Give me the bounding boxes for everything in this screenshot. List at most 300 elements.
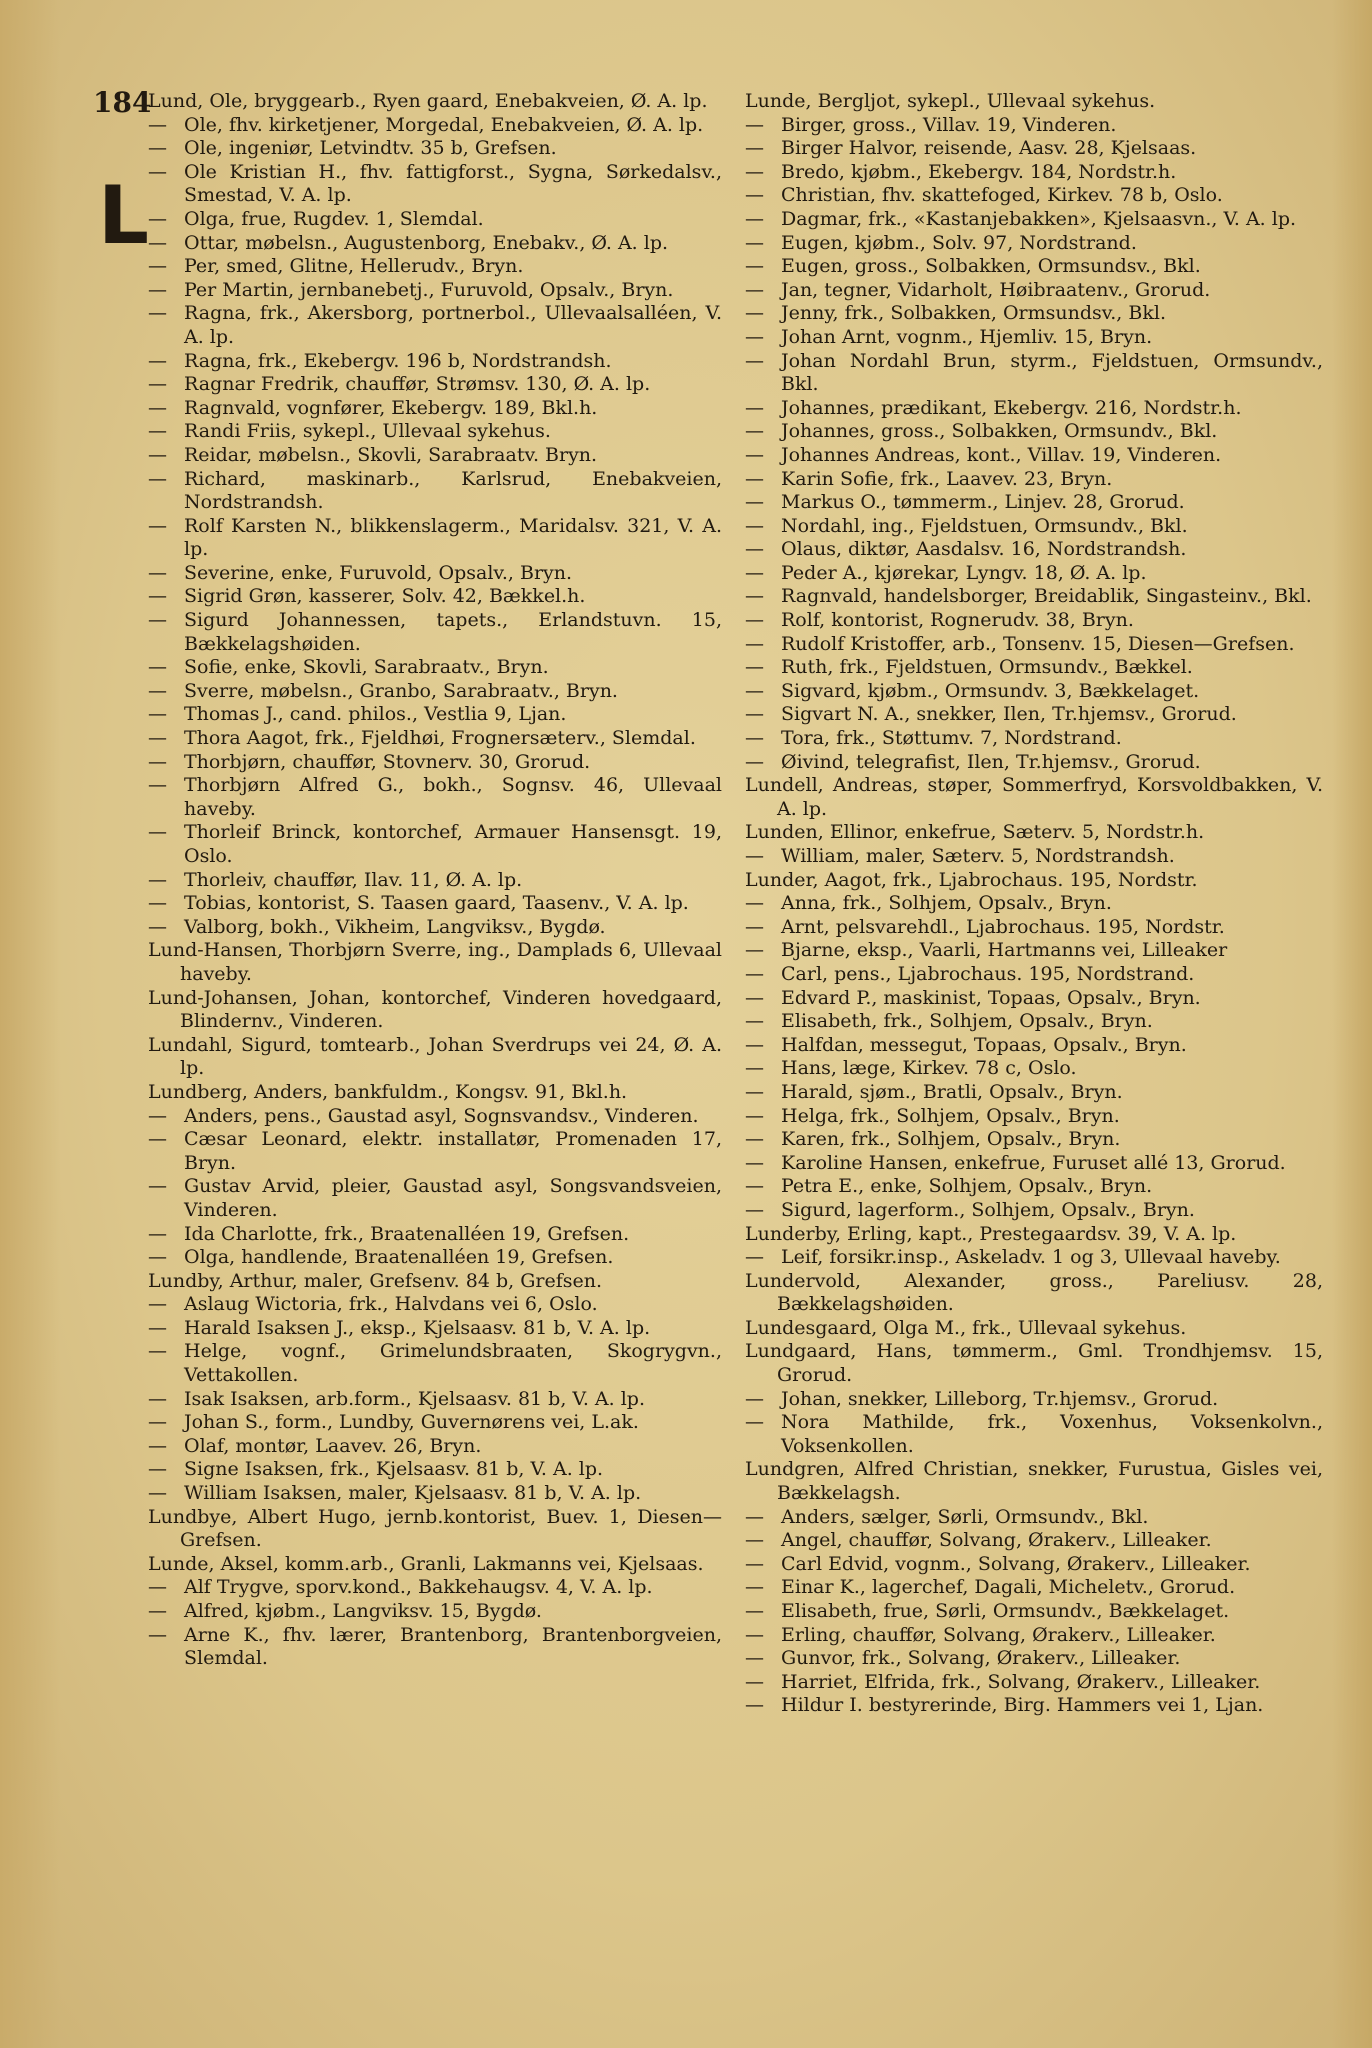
entry-dash: — [745, 302, 764, 325]
directory-subentry [745, 1128, 1323, 1152]
entry-text: Severine, enke, Furuvold, Opsalv., Bryn. [184, 561, 573, 584]
entry-dash: — [148, 349, 167, 372]
directory-subentry [148, 232, 722, 256]
directory-subentry [745, 751, 1323, 775]
entry-text: Johannes, gross., Solbakken, Ormsundv., Bkl. [781, 420, 1218, 443]
entry-text: Erling, chauffør, Solvang, Ørakerv., Lilleaker. [781, 1623, 1216, 1646]
directory-subentry [745, 1411, 1323, 1458]
directory-subentry [745, 656, 1323, 680]
directory-subentry [148, 161, 722, 208]
entry-text: Sigrid Grøn, kasserer, Solv. 42, Bækkel.h. [184, 585, 586, 608]
entry-text: Sigurd, lagerform., Solhjem, Opsalv., Bryn. [781, 1198, 1195, 1221]
page-edge-shadow-right [1332, 0, 1372, 2048]
directory-entry [745, 1270, 1323, 1317]
entry-dash: — [745, 231, 764, 254]
entry-text: Markus O., tømmerm., Linjev. 28, Grorud. [781, 491, 1185, 514]
directory-subentry [148, 1482, 722, 1506]
entry-text: Lundahl, Sigurd, tomtearb., Johan Sverdrups vei 24, Ø. A. lp. [148, 1033, 722, 1080]
entry-text: Alf Trygve, sporv.kond., Bakkehaugsv. 4, V. A. lp. [184, 1576, 653, 1599]
entry-dash: — [148, 561, 167, 584]
directory-subentry [148, 1175, 722, 1222]
entry-text: Olaus, diktør, Aasdalsv. 16, Nordstrandsh. [781, 538, 1187, 561]
entry-text: Ole Kristian H., fhv. fattigforst., Sygna, Sørkedalsv., Smestad, V. A. lp. [184, 160, 722, 207]
entry-dash: — [148, 1623, 167, 1646]
entry-dash: — [148, 1293, 167, 1316]
entry-text: Lunder, Aagot, frk., Ljabrochaus. 195, Nordstr. [745, 868, 1198, 891]
directory-subentry [148, 585, 722, 609]
entry-text: Lunderby, Erling, kapt., Prestegaardsv. 39, V. A. lp. [745, 1222, 1237, 1245]
entry-dash: — [148, 443, 167, 466]
directory-subentry [148, 562, 722, 586]
entry-text: Johan Arnt, vognm., Hjemliv. 15, Bryn. [781, 325, 1153, 348]
entry-text: Lundby, Arthur, maler, Grefsenv. 84 b, Grefsen. [148, 1269, 603, 1292]
directory-subentry [148, 1246, 722, 1270]
entry-text: Elisabeth, frue, Sørli, Ormsundv., Bækkelaget. [781, 1600, 1230, 1622]
entry-text: Karoline Hansen, enkefrue, Furuset allé 13, Grorud. [781, 1151, 1286, 1174]
entry-text: Lundgren, Alfred Christian, snekker, Furustua, Gisles vei, Bækkelagsh. [745, 1458, 1323, 1505]
directory-subentry [148, 1293, 722, 1317]
entry-text: Tora, frk., Støttumv. 7, Nordstrand. [781, 727, 1122, 750]
directory-subentry [745, 515, 1323, 539]
entry-dash: — [745, 443, 764, 466]
directory-subentry [148, 821, 722, 868]
entry-text: Olga, frue, Rugdev. 1, Slemdal. [184, 207, 484, 230]
entry-dash: — [148, 1458, 167, 1481]
directory-subentry [745, 1624, 1323, 1648]
entry-text: Sigurd Johannessen, tapets., Erlandstuvn. 15, Bækkelagshøiden. [184, 609, 722, 655]
directory-subentry [148, 373, 722, 397]
entry-text: Angel, chauffør, Solvang, Ørakerv., Lilleaker. [781, 1529, 1212, 1552]
entry-text: Thomas J., cand. philos., Vestlia 9, Ljan. [184, 703, 567, 726]
directory-entry [745, 821, 1323, 845]
directory-subentry [745, 1034, 1323, 1058]
entry-dash: — [745, 325, 764, 348]
directory-subentry [148, 1600, 722, 1624]
entry-text: Anders, pens., Gaustad asyl, Sognsvandsv., Vinderen. [184, 1104, 699, 1127]
directory-subentry [745, 279, 1323, 303]
directory-subentry [148, 703, 722, 727]
directory-subentry [745, 892, 1323, 916]
directory-subentry [148, 468, 722, 515]
directory-subentry [745, 1506, 1323, 1530]
directory-entry [148, 1553, 722, 1577]
directory-subentry [148, 774, 722, 821]
directory-subentry [745, 420, 1323, 444]
entry-dash: — [148, 373, 167, 396]
entry-text: Nordahl, ing., Fjeldstuen, Ormsundv., Bkl. [781, 514, 1188, 537]
directory-subentry [745, 1694, 1323, 1718]
entry-text: Øivind, telegrafist, Ilen, Tr.hjemsv., Grorud. [781, 750, 1201, 773]
entry-text: Sigvart N. A., snekker, Ilen, Tr.hjemsv., Grorud. [781, 703, 1237, 726]
entry-text: Lundgaard, Hans, tømmerm., Gml. Trondhjemsv. 15, Grorud. [745, 1340, 1323, 1387]
entry-dash: — [148, 420, 167, 443]
directory-subentry [148, 1388, 722, 1412]
directory-subentry [745, 1199, 1323, 1223]
entry-dash: — [745, 1505, 764, 1528]
entry-text: Thorleiv, chauffør, Ilav. 11, Ø. A. lp. [184, 868, 523, 891]
entry-dash: — [745, 207, 764, 230]
entry-text: Harriet, Elfrida, frk., Solvang, Ørakerv., Lilleaker. [781, 1670, 1261, 1693]
entry-dash: — [148, 703, 167, 726]
directory-subentry [745, 609, 1323, 633]
entry-text: Ruth, frk., Fjeldstuen, Ormsundv., Bækkel. [781, 656, 1193, 679]
directory-subentry [745, 1057, 1323, 1081]
directory-subentry [745, 468, 1323, 492]
directory-subentry [148, 869, 722, 893]
entry-text: Ida Charlotte, frk., Braatenalléen 19, Grefsen. [184, 1222, 630, 1245]
entry-dash: — [148, 1482, 167, 1505]
entry-dash: — [745, 892, 764, 915]
entry-dash: — [148, 727, 167, 750]
entry-dash: — [148, 1340, 167, 1363]
directory-subentry [148, 397, 722, 421]
entry-dash: — [745, 1080, 764, 1103]
entry-dash: — [745, 1411, 764, 1434]
entry-text: Birger Halvor, reisende, Aasv. 28, Kjelsaas. [781, 137, 1197, 160]
directory-subentry [148, 1411, 722, 1435]
directory-subentry [148, 656, 722, 680]
entry-text: Valborg, bokh., Vikheim, Langviksv., Bygdø. [184, 915, 606, 938]
directory-entry [745, 774, 1323, 821]
entry-text: Thora Aagot, frk., Fjeldhøi, Frognersæterv., Slemdal. [184, 727, 696, 750]
directory-subentry [148, 751, 722, 775]
entry-dash: — [745, 986, 764, 1009]
entry-text: William, maler, Sæterv. 5, Nordstrandsh. [781, 845, 1175, 867]
directory-subentry [745, 1553, 1323, 1577]
entry-text: Randi Friis, sykepl., Ullevaal sykehus. [184, 420, 551, 443]
directory-subentry [745, 1529, 1323, 1553]
entry-dash: — [745, 467, 764, 490]
entry-text: Ottar, møbelsn., Augustenborg, Enebakv., Ø. A. lp. [184, 231, 669, 254]
directory-subentry [745, 963, 1323, 987]
entry-text: Lundell, Andreas, støper, Sommerfryd, Korsvoldbakken, V. A. lp. [745, 774, 1323, 820]
directory-subentry [148, 302, 722, 349]
directory-entry [745, 1223, 1323, 1247]
entry-text: Helga, frk., Solhjem, Opsalv., Bryn. [781, 1104, 1120, 1127]
entry-dash: — [148, 679, 167, 702]
entry-dash: — [148, 1434, 167, 1457]
entry-text: Johannes, prædikant, Ekebergv. 216, Nordstr.h. [781, 396, 1242, 419]
directory-subentry [745, 916, 1323, 940]
entry-dash: — [148, 1222, 167, 1245]
directory-subentry [745, 1647, 1323, 1671]
entry-text: William Isaksen, maler, Kjelsaasv. 81 b, V. A. lp. [184, 1482, 642, 1505]
entry-dash: — [745, 1576, 764, 1599]
entry-dash: — [745, 656, 764, 679]
entry-text: Leif, forsikr.insp., Askeladv. 1 og 3, Ullevaal haveby. [781, 1246, 1281, 1269]
entry-dash: — [745, 137, 764, 160]
directory-subentry [745, 1010, 1323, 1034]
directory-subentry [148, 1458, 722, 1482]
entry-dash: — [148, 396, 167, 419]
entry-dash: — [745, 632, 764, 655]
directory-subentry [148, 515, 722, 562]
entry-dash: — [745, 1198, 764, 1221]
directory-subentry [148, 1624, 722, 1671]
entry-text: Helge, vognf., Grimelundsbraaten, Skogrygvn., Vettakollen. [184, 1340, 722, 1387]
entry-text: Christian, fhv. skattefoged, Kirkev. 78 b, Oslo. [781, 184, 1223, 207]
entry-text: Ragnvald, vognfører, Ekebergv. 189, Bkl.h. [184, 396, 598, 419]
entry-text: Per, smed, Glitne, Hellerudv., Bryn. [184, 255, 524, 278]
entry-text: Ragna, frk., Ekebergv. 196 b, Nordstrandsh. [184, 349, 612, 372]
entry-dash: — [745, 679, 764, 702]
directory-subentry [745, 987, 1323, 1011]
directory-subentry [148, 609, 722, 656]
directory-entry [148, 90, 722, 114]
directory-subentry [745, 680, 1323, 704]
directory-subentry [745, 1388, 1323, 1412]
directory-subentry [745, 208, 1323, 232]
entry-dash: — [745, 939, 764, 962]
entry-text: Ragnvald, handelsborger, Breidablik, Singasteinv., Bkl. [781, 585, 1312, 608]
directory-subentry [745, 562, 1323, 586]
directory-subentry [745, 1576, 1323, 1600]
entry-text: Bjarne, eksp., Vaarli, Hartmanns vei, Lilleaker [781, 939, 1228, 962]
directory-subentry [148, 255, 722, 279]
entry-text: Rolf, kontorist, Rognerudv. 38, Bryn. [781, 609, 1134, 632]
entry-text: Johan S., form., Lundby, Guvernørens vei, L.ak. [184, 1411, 639, 1434]
directory-entry [745, 90, 1323, 114]
entry-text: Hildur I. bestyrerinde, Birg. Hammers vei 1, Ljan. [781, 1694, 1264, 1717]
entry-dash: — [745, 585, 764, 608]
entry-text: Olaf, montør, Laavev. 26, Bryn. [184, 1434, 482, 1457]
entry-text: Lunde, Aksel, komm.arb., Granli, Lakmanns vei, Kjelsaas. [148, 1552, 704, 1575]
entry-text: Petra E., enke, Solhjem, Opsalv., Bryn. [781, 1175, 1153, 1198]
entry-text: Nora Mathilde, frk., Voxenhus, Voksenkolvn., Voksenkollen. [781, 1411, 1323, 1457]
directory-subentry [148, 1223, 722, 1247]
entry-dash: — [745, 727, 764, 750]
entry-text: Olga, handlende, Braatenalléen 19, Grefsen. [184, 1246, 614, 1269]
entry-text: Carl Edvid, vognm., Solvang, Ørakerv., Lilleaker. [781, 1552, 1251, 1575]
directory-subentry [148, 916, 722, 940]
entry-text: Lundberg, Anders, bankfuldm., Kongsv. 91, Bkl.h. [148, 1080, 628, 1103]
entry-dash: — [148, 868, 167, 891]
entry-text: Harald Isaksen J., eksp., Kjelsaasv. 81 b, V. A. lp. [184, 1316, 651, 1339]
directory-subentry [745, 1175, 1323, 1199]
entry-text: Cæsar Leonard, elektr. installatør, Promenaden 17, Bryn. [184, 1128, 722, 1174]
entry-text: Thorbjørn Alfred G., bokh., Sognsv. 46, Ullevaal haveby. [184, 774, 722, 820]
directory-subentry [745, 1246, 1323, 1270]
entry-text: Eugen, kjøbm., Solv. 97, Nordstrand. [781, 231, 1137, 254]
entry-dash: — [745, 255, 764, 278]
entry-dash: — [745, 1647, 764, 1670]
entry-text: Karen, frk., Solhjem, Opsalv., Bryn. [781, 1128, 1121, 1151]
directory-subentry [148, 279, 722, 303]
entry-dash: — [148, 821, 167, 844]
directory-subentry [745, 232, 1323, 256]
entry-dash: — [148, 1246, 167, 1269]
entry-dash: — [148, 1600, 167, 1622]
directory-subentry [148, 1576, 722, 1600]
entry-text: Lund-Hansen, Thorbjørn Sverre, ing., Damplads 6, Ullevaal haveby. [148, 939, 722, 985]
left-column [148, 90, 722, 1671]
entry-text: Harald, sjøm., Bratli, Opsalv., Bryn. [781, 1080, 1123, 1103]
entry-dash: — [745, 750, 764, 773]
directory-subentry [148, 1435, 722, 1459]
entry-dash: — [745, 1694, 764, 1717]
directory-subentry [745, 302, 1323, 326]
entry-dash: — [745, 1010, 764, 1033]
entry-text: Johan, snekker, Lilleborg, Tr.hjemsv., Grorud. [781, 1387, 1219, 1410]
entry-dash: — [745, 349, 764, 372]
entry-text: Richard, maskinarb., Karlsrud, Enebakveien, Nordstrandsh. [184, 467, 722, 514]
directory-subentry [745, 1671, 1323, 1695]
entry-text: Gunvor, frk., Solvang, Ørakerv., Lilleaker. [781, 1647, 1181, 1670]
entry-dash: — [148, 1576, 167, 1599]
entry-text: Jenny, frk., Solbakken, Ormsundsv., Bkl. [781, 302, 1166, 325]
entry-text: Alfred, kjøbm., Langviksv. 15, Bygdø. [184, 1600, 542, 1622]
entry-dash: — [745, 845, 764, 867]
directory-subentry [148, 1340, 722, 1387]
entry-dash: — [148, 113, 167, 136]
entry-text: Elisabeth, frk., Solhjem, Opsalv., Bryn. [781, 1010, 1153, 1033]
page-number: 184 [93, 86, 152, 119]
directory-subentry [148, 420, 722, 444]
entry-dash: — [148, 1175, 167, 1198]
entry-text: Hans, læge, Kirkev. 78 c, Oslo. [781, 1057, 1077, 1080]
entry-text: Lunden, Ellinor, enkefrue, Sæterv. 5, Nordstr.h. [745, 821, 1205, 844]
directory-subentry [745, 727, 1323, 751]
entry-dash: — [745, 113, 764, 136]
directory-subentry [745, 184, 1323, 208]
directory-entry [148, 939, 722, 986]
entry-dash: — [745, 184, 764, 207]
entry-dash: — [148, 278, 167, 301]
entry-text: Lundbye, Albert Hugo, jernb.kontorist, Buev. 1, Diesen—Grefsen. [148, 1505, 722, 1552]
directory-entry [745, 1340, 1323, 1387]
entry-dash: — [745, 514, 764, 537]
entry-dash: — [745, 278, 764, 301]
directory-subentry [745, 845, 1323, 869]
entry-text: Gustav Arvid, pleier, Gaustad asyl, Songsvandsveien, Vinderen. [184, 1175, 722, 1221]
entry-dash: — [148, 231, 167, 254]
entry-text: Peder A., kjørekar, Lyngv. 18, Ø. A. lp. [781, 561, 1147, 584]
directory-subentry [148, 727, 722, 751]
directory-subentry [745, 350, 1323, 397]
directory-subentry [745, 255, 1323, 279]
section-letter: L [98, 169, 149, 262]
entry-dash: — [745, 1529, 764, 1552]
entry-text: Sofie, enke, Skovli, Sarabraatv., Bryn. [184, 656, 549, 679]
entry-dash: — [745, 1600, 764, 1622]
directory-subentry [148, 892, 722, 916]
directory-subentry [745, 1105, 1323, 1129]
entry-text: Carl, pens., Ljabrochaus. 195, Nordstrand. [781, 962, 1195, 985]
entry-text: Ragnar Fredrik, chauffør, Strømsv. 130, Ø. A. lp. [184, 373, 651, 396]
entry-text: Signe Isaksen, frk., Kjelsaasv. 81 b, V. A. lp. [184, 1458, 604, 1481]
directory-subentry [745, 703, 1323, 727]
directory-entry [148, 1081, 722, 1105]
directory-subentry [745, 538, 1323, 562]
entry-dash: — [148, 750, 167, 773]
directory-entry [148, 987, 722, 1034]
entry-dash: — [148, 137, 167, 160]
entry-text: Lundervold, Alexander, gross., Pareliusv. 28, Bækkelagshøiden. [745, 1269, 1323, 1316]
entry-dash: — [148, 302, 167, 325]
entry-dash: — [148, 160, 167, 183]
entry-text: Eugen, gross., Solbakken, Ormsundsv., Bkl. [781, 255, 1201, 278]
directory-entry [745, 1317, 1323, 1341]
entry-dash: — [745, 420, 764, 443]
entry-dash: — [148, 255, 167, 278]
directory-subentry [148, 680, 722, 704]
entry-text: Karin Sofie, frk., Laavev. 23, Bryn. [781, 467, 1113, 490]
directory-entry [745, 869, 1323, 893]
entry-text: Edvard P., maskinist, Topaas, Opsalv., Bryn. [781, 986, 1201, 1009]
entry-text: Ole, ingeniør, Letvindtv. 35 b, Grefsen. [184, 137, 557, 160]
entry-dash: — [745, 1151, 764, 1174]
entry-dash: — [148, 1387, 167, 1410]
directory-entry [745, 1458, 1323, 1505]
directory-subentry [148, 444, 722, 468]
entry-text: Lund, Ole, bryggearb., Ryen gaard, Enebakveien, Ø. A. lp. [148, 90, 708, 112]
entry-dash: — [745, 1670, 764, 1693]
entry-text: Dagmar, frk., «Kastanjebakken», Kjelsaasvn., V. A. lp. [781, 207, 1297, 230]
directory-subentry [745, 397, 1323, 421]
directory-subentry [148, 208, 722, 232]
entry-dash: — [745, 915, 764, 938]
directory-subentry [745, 1600, 1323, 1624]
entry-text: Per Martin, jernbanebetj., Furuvold, Opsalv., Bryn. [184, 278, 674, 301]
right-column [745, 90, 1323, 1718]
directory-subentry [745, 1081, 1323, 1105]
entry-dash: — [148, 207, 167, 230]
entry-dash: — [148, 609, 167, 632]
entry-text: Ole, fhv. kirketjener, Morgedal, Enebakveien, Ø. A. lp. [184, 113, 704, 136]
entry-dash: — [745, 1057, 764, 1080]
directory-entry [148, 1270, 722, 1294]
entry-text: Halfdan, messegut, Topaas, Opsalv., Bryn. [781, 1033, 1187, 1056]
entry-dash: — [148, 467, 167, 490]
entry-text: Lund-Johansen, Johan, kontorchef, Vinderen hovedgaard, Blindernv., Vinderen. [148, 986, 722, 1033]
entry-dash: — [745, 1104, 764, 1127]
entry-dash: — [745, 1387, 764, 1410]
entry-text: Arne K., fhv. lærer, Brantenborg, Brantenborgveien, Slemdal. [184, 1623, 722, 1670]
entry-dash: — [745, 1033, 764, 1056]
entry-text: Ragna, frk., Akersborg, portnerbol., Ullevaalsalléen, V. A. lp. [184, 302, 722, 348]
entry-dash: — [148, 915, 167, 938]
entry-dash: — [148, 774, 167, 797]
directory-entry [148, 1034, 722, 1081]
entry-dash: — [148, 514, 167, 537]
directory-subentry [745, 939, 1323, 963]
directory-subentry [745, 585, 1323, 609]
entry-text: Anna, frk., Solhjem, Opsalv., Bryn. [781, 892, 1112, 915]
directory-subentry [148, 1128, 722, 1175]
directory-subentry [745, 1152, 1323, 1176]
entry-dash: — [148, 1411, 167, 1434]
entry-text: Sigvard, kjøbm., Ormsundv. 3, Bækkelaget. [781, 679, 1200, 702]
directory-subentry [148, 1317, 722, 1341]
entry-text: Thorbjørn, chauffør, Stovnerv. 30, Grorud. [184, 750, 591, 773]
entry-text: Isak Isaksen, arb.form., Kjelsaasv. 81 b, V. A. lp. [184, 1387, 645, 1410]
entry-dash: — [148, 656, 167, 679]
directory-entry [148, 1506, 722, 1553]
entry-dash: — [745, 962, 764, 985]
entry-dash: — [745, 1128, 764, 1151]
directory-subentry [148, 1105, 722, 1129]
entry-text: Jan, tegner, Vidarholt, Høibraatenv., Grorud. [781, 278, 1211, 301]
directory-subentry [745, 633, 1323, 657]
entry-dash: — [745, 1623, 764, 1646]
entry-text: Thorleif Brinck, kontorchef, Armauer Hansensgt. 19, Oslo. [184, 821, 722, 867]
entry-dash: — [745, 491, 764, 514]
entry-text: Johan Nordahl Brun, styrm., Fjeldstuen, Ormsundv., Bkl. [781, 349, 1323, 396]
page-edge-shadow-left [0, 0, 60, 2048]
entry-text: Aslaug Wictoria, frk., Halvdans vei 6, Oslo. [184, 1293, 598, 1316]
entry-dash: — [745, 703, 764, 726]
directory-subentry [148, 350, 722, 374]
